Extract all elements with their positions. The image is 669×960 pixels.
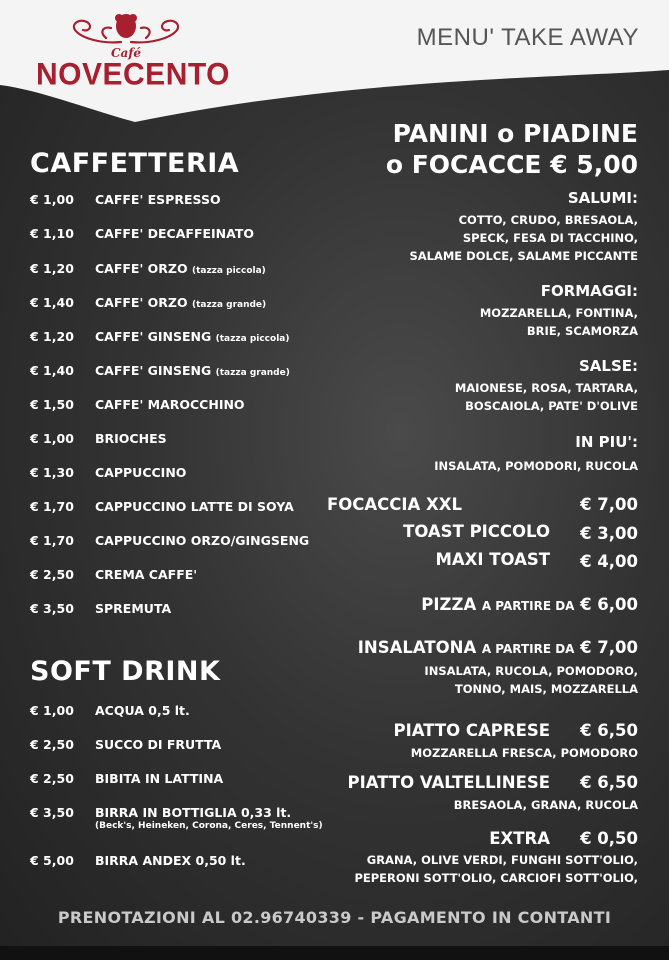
item-name: CAFFE' GINSENG xyxy=(95,363,212,378)
salse-line: MAIONESE, ROSA, TARTARA, xyxy=(454,381,638,395)
extra-name: EXTRA xyxy=(489,829,550,848)
caprese-desc: MOZZARELLA FRESCA, POMODORO xyxy=(410,746,638,760)
item-name: BIBITA IN LATTINA xyxy=(95,771,224,786)
item-price: € 1,70 xyxy=(30,533,74,548)
item-price: € 1,70 xyxy=(30,499,74,514)
item-price: € 1,00 xyxy=(30,703,74,718)
item-price: € 2,50 xyxy=(30,771,74,786)
item-price: € 1,50 xyxy=(30,397,74,412)
panini-title-line1: PANINI o PIADINE xyxy=(392,119,638,148)
item-name: CAPPUCCINO xyxy=(95,465,187,480)
item-name: CAPPUCCINO LATTE DI SOYA xyxy=(95,499,294,514)
salumi-line: SALAME DOLCE, SALAME PICCANTE xyxy=(409,249,638,263)
item-price: € 1,40 xyxy=(30,295,74,310)
focaccia-price: € 7,00 xyxy=(580,495,638,514)
in-piu-line: INSALATA, POMODORI, RUCOLA xyxy=(434,459,638,473)
pizza-row xyxy=(421,595,638,614)
salse-heading: SALSE: xyxy=(578,357,638,375)
insalatona-row xyxy=(358,638,638,657)
item-name: CAFFE' ORZO xyxy=(95,295,188,310)
item-name: CREMA CAFFE' xyxy=(95,567,198,582)
item-name: CAFFE' GINSENG xyxy=(95,329,212,344)
item-name: CAFFE' ORZO xyxy=(95,261,188,276)
cafe-logo xyxy=(36,8,230,92)
insalatona-from: A PARTIRE DA xyxy=(481,642,575,656)
soft-drink-heading: SOFT DRINK xyxy=(30,656,221,687)
insalatona-name: INSALATONA xyxy=(357,638,477,657)
item-price: € 1,30 xyxy=(30,465,74,480)
item-price: € 5,00 xyxy=(30,853,74,868)
item-price: € 1,20 xyxy=(30,329,74,344)
bottom-band xyxy=(0,946,669,960)
item-note: (tazza grande) xyxy=(191,300,267,310)
item-name: BIRRA ANDEX 0,50 lt. xyxy=(95,853,246,868)
formaggi-line: BRIE, SCAMORZA xyxy=(526,324,638,338)
caprese-price: € 6,50 xyxy=(580,721,638,740)
insalatona-line: INSALATA, RUCOLA, POMODORO, xyxy=(424,664,638,678)
maxi-toast-name: MAXI TOAST xyxy=(435,550,550,569)
pizza-price: € 6,00 xyxy=(580,595,638,614)
valtellinese-desc: BRESAOLA, GRANA, RUCOLA xyxy=(453,798,638,812)
insalatona-desc xyxy=(424,662,638,698)
panini-title-line2: o FOCACCE € 5,00 xyxy=(385,150,638,179)
formaggi-heading: FORMAGGI: xyxy=(540,282,638,300)
salumi-line: SPECK, FESA DI TACCHINO, xyxy=(462,231,638,245)
caffetteria-heading: CAFFETTERIA xyxy=(30,148,240,179)
in-piu-heading: IN PIU': xyxy=(575,433,638,451)
toast-piccolo-name: TOAST PICCOLO xyxy=(403,522,550,541)
valtellinese-name: PIATTO VALTELLINESE xyxy=(347,773,550,792)
item-name: ACQUA 0,5 lt. xyxy=(95,703,190,718)
toast-piccolo-price: € 3,00 xyxy=(580,524,638,543)
item-name: CAFFE' ESPRESSO xyxy=(95,192,221,207)
item-price: € 1,00 xyxy=(30,431,74,446)
panini-heading xyxy=(386,118,638,180)
extra-desc xyxy=(354,851,638,887)
pizza-name: PIZZA xyxy=(421,595,477,614)
formaggi-line: MOZZARELLA, FONTINA, xyxy=(479,306,638,320)
extra-price: € 0,50 xyxy=(580,829,638,848)
item-price: € 1,00 xyxy=(30,192,74,207)
item-price: € 2,50 xyxy=(30,567,74,582)
item-price: € 3,50 xyxy=(30,805,74,820)
item-name: BRIOCHES xyxy=(95,431,167,446)
logo-ornament-icon xyxy=(61,12,191,48)
insalatona-price: € 7,00 xyxy=(580,638,638,657)
footer-reservation-text: PRENOTAZIONI AL 02.96740339 - PAGAMENTO IN CONTANTI xyxy=(57,908,612,927)
item-note: (tazza grande) xyxy=(215,368,290,378)
item-price: € 1,10 xyxy=(30,226,74,241)
logo-brand-text: NOVECENTO xyxy=(36,57,230,92)
extra-line: PEPERONI SOTT'OLIO, CARCIOFI SOTT'OLIO, xyxy=(354,871,638,885)
caprese-name: PIATTO CAPRESE xyxy=(393,721,550,740)
item-note: (tazza piccola) xyxy=(215,334,290,344)
item-name: CAPPUCCINO ORZO/GINGSENG xyxy=(95,533,310,548)
item-name: SUCCO DI FRUTTA xyxy=(95,737,222,752)
maxi-toast-price: € 4,00 xyxy=(580,552,638,571)
item-note: (tazza piccola) xyxy=(191,266,266,276)
item-price: € 2,50 xyxy=(30,737,74,752)
formaggi-list xyxy=(480,304,638,340)
pizza-from: A PARTIRE DA xyxy=(481,599,575,613)
insalatona-line: TONNO, MAIS, MOZZARELLA xyxy=(454,682,638,696)
in-piu-list xyxy=(434,457,638,475)
item-price: € 3,50 xyxy=(30,601,74,616)
logo-cafe-text: Café xyxy=(110,46,142,60)
item-name: CAFFE' MAROCCHINO xyxy=(95,397,245,412)
item-name: BIRRA IN BOTTIGLIA 0,33 lt. xyxy=(95,805,292,820)
focaccia-name: FOCACCIA XXL xyxy=(326,495,462,514)
item-name: CAFFE' DECAFFEINATO xyxy=(95,226,254,241)
salumi-line: COTTO, CRUDO, BRESAOLA, xyxy=(458,213,638,227)
extra-line: GRANA, OLIVE VERDI, FUNGHI SOTT'OLIO, xyxy=(366,853,638,867)
item-price: € 1,20 xyxy=(30,261,74,276)
item-name: SPREMUTA xyxy=(95,601,172,616)
salse-list xyxy=(455,379,638,415)
salumi-list xyxy=(409,211,638,265)
valtellinese-price: € 6,50 xyxy=(580,773,638,792)
salse-line: BOSCAIOLA, PATE' D'OLIVE xyxy=(465,399,638,413)
item-brands: (Beck's, Heineken, Corona, Ceres, Tennent's) xyxy=(95,821,323,831)
menu-title: MENU' TAKE AWAY xyxy=(416,24,639,51)
salumi-heading: SALUMI: xyxy=(567,189,638,207)
item-price: € 1,40 xyxy=(30,363,74,378)
